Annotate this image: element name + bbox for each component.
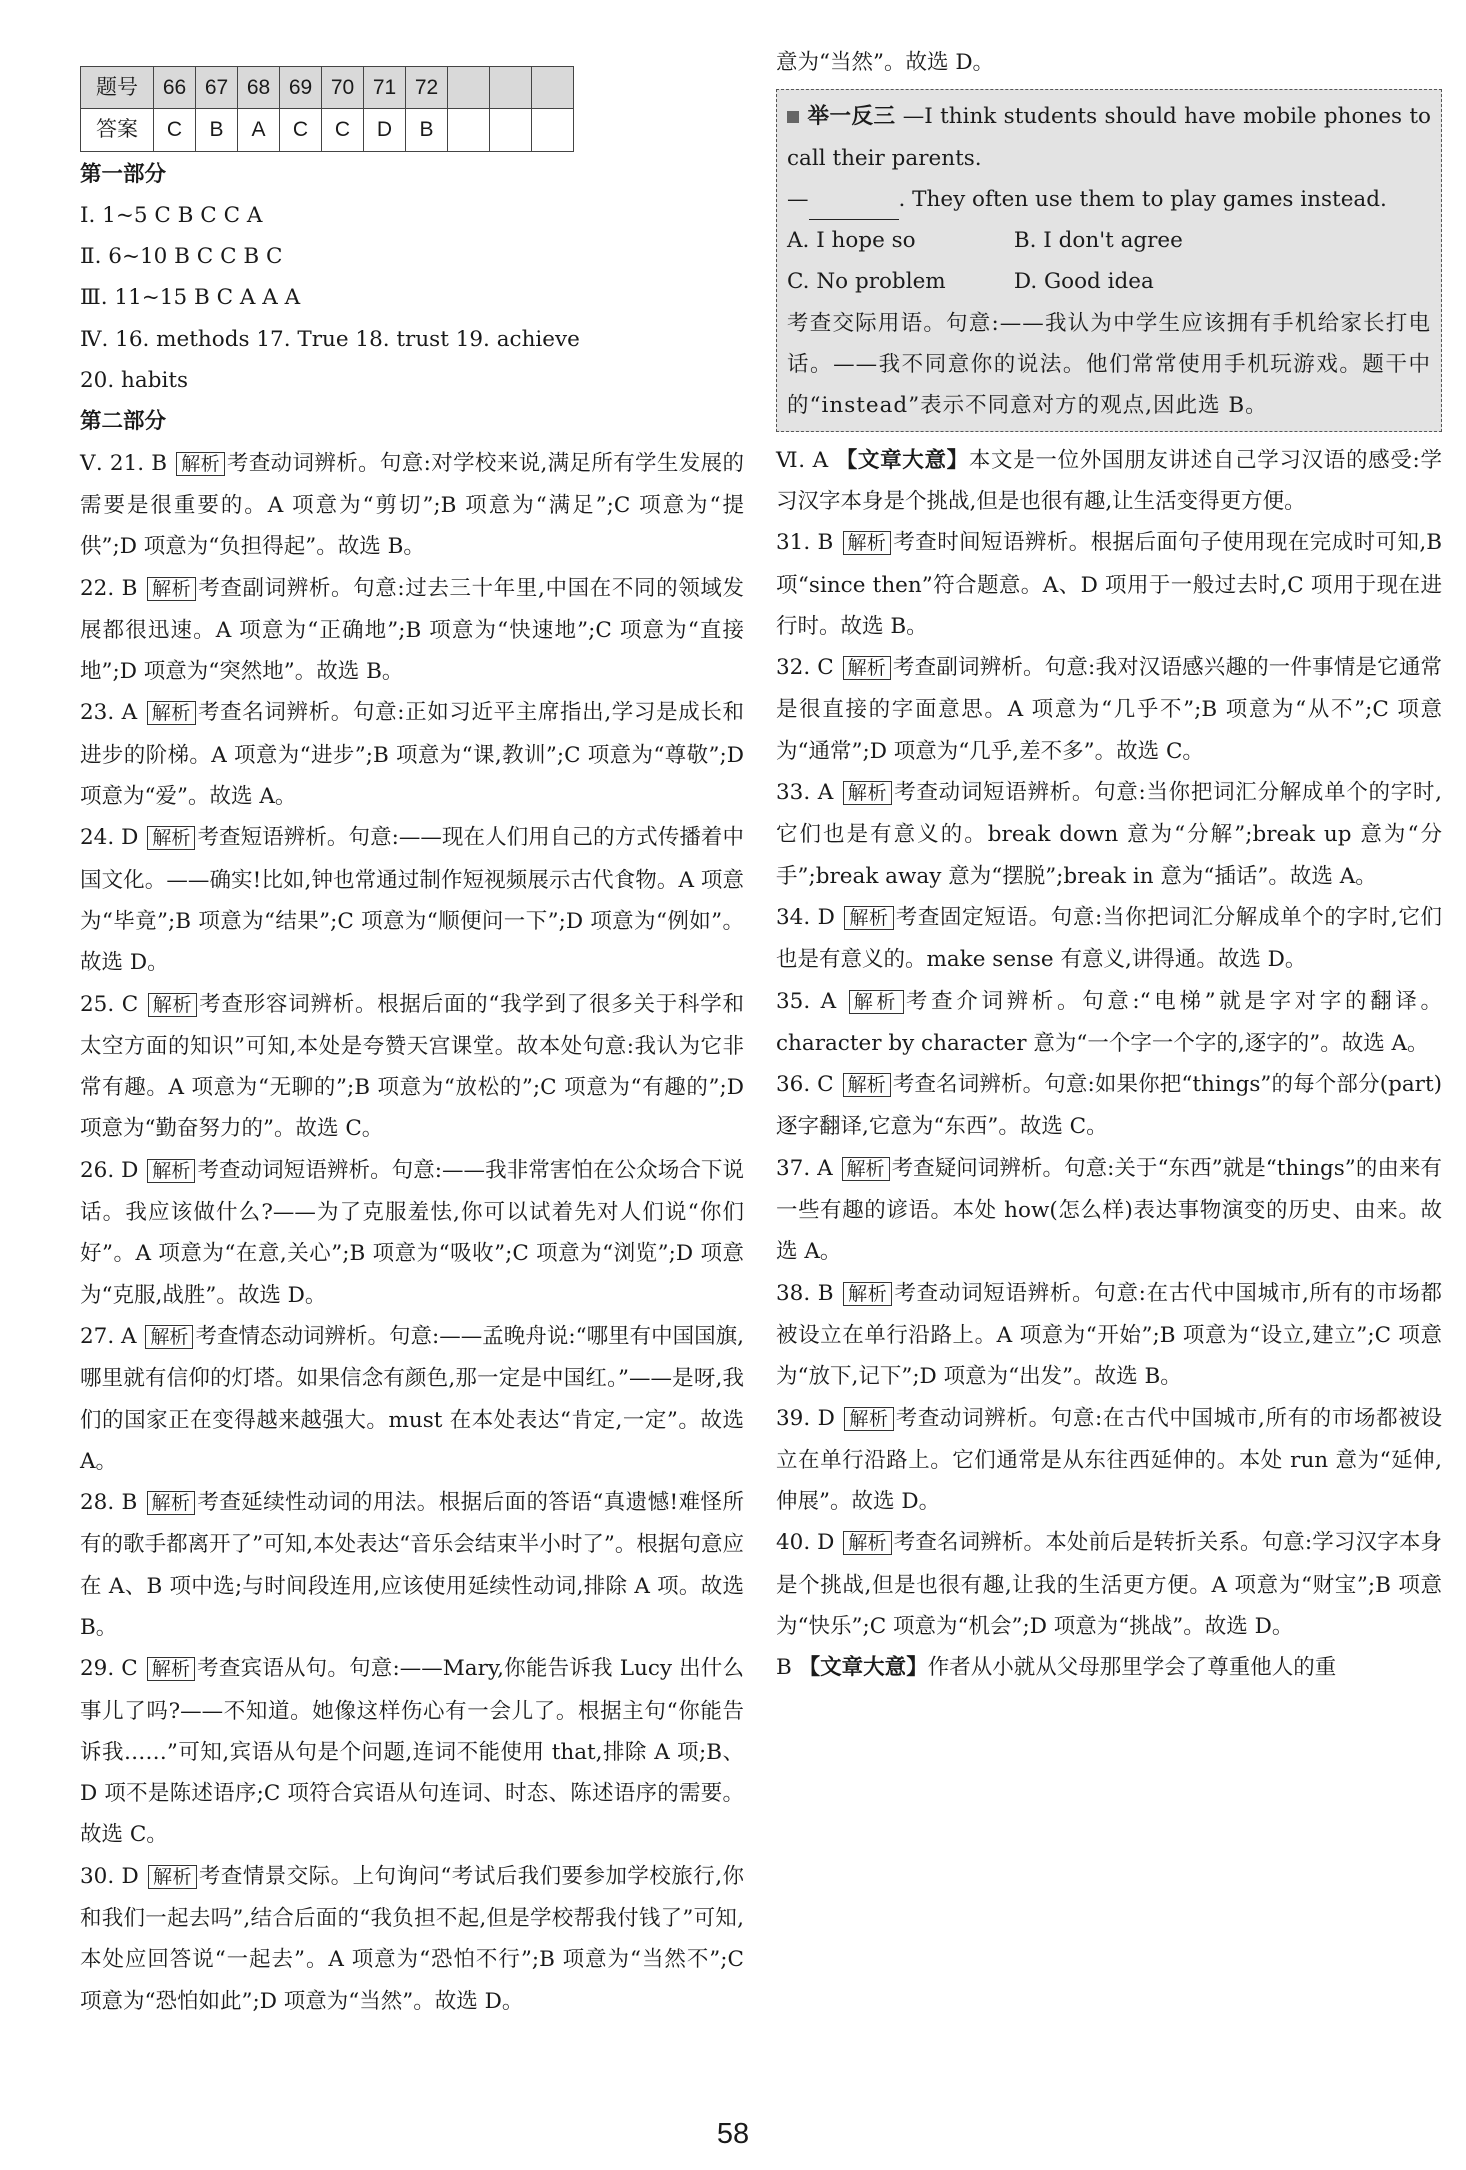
- table-cell: C: [322, 109, 364, 151]
- item-text: 考查介词辨析。句意:“电梯”就是字对字的翻译。character by character 意为“一个字一个字的,逐字的”。故选 A。: [776, 988, 1442, 1056]
- item-text: 考查固定短语。句意:当你把词汇分解成单个的字时,它们也是有意义的。make sense 有意义,讲得通。故选 D。: [776, 904, 1442, 973]
- table-cell: C: [280, 109, 322, 151]
- answer-blank: [809, 197, 899, 220]
- answer-item: [80, 1482, 744, 1648]
- analysis-tag: 解析: [147, 577, 196, 601]
- analysis-tag: 解析: [844, 1407, 893, 1431]
- item-text: 考查短语辨析。句意:——现在人们用自己的方式传播着中国文化。——确实!比如,钟也常通过制作短视频展示古代食物。A 项意为“毕竟”;B 项意为“结果”;C 项意为“顺便问一下”;D 项意为“例如”。故选 D。: [80, 825, 744, 976]
- item-number: 36. C: [776, 1072, 834, 1098]
- item-number: 24. D: [80, 825, 139, 851]
- analysis-tag: 解析: [176, 452, 225, 476]
- item-number: 29. C: [80, 1656, 138, 1682]
- table-cell: [448, 109, 490, 151]
- part1-line: Ⅳ. 16. methods 17. True 18. trust 19. achieve: [80, 326, 580, 352]
- answer-item: [776, 897, 1442, 981]
- answer-item: [776, 647, 1442, 772]
- part1-line: Ⅰ. 1~5 C B C C A: [80, 202, 263, 228]
- page-number: 58: [716, 2118, 750, 2150]
- answer-item: [80, 817, 744, 983]
- answer-item: [80, 1856, 744, 2022]
- analysis-tag: 解析: [148, 1865, 197, 1889]
- table-cell: [490, 67, 532, 109]
- answer-table: [80, 66, 574, 152]
- item-number: 35. A: [776, 988, 837, 1014]
- table-cell: [448, 67, 490, 109]
- part1-line: Ⅲ. 11~15 B C A A A: [80, 285, 301, 311]
- item-text: 考查名词辨析。句意:如果你把“things”的每个部分(part)逐字翻译,它意为“东西”。故选 C。: [776, 1072, 1442, 1140]
- practice-question-line1: —I think students should have mobile phones to call their parents.: [787, 104, 1431, 171]
- option-c: C. No problem: [787, 269, 946, 295]
- item-number: 31. B: [776, 530, 834, 556]
- table-cell: B: [406, 109, 448, 151]
- practice-box-title: 举一反三: [807, 104, 896, 130]
- analysis-tag: 解析: [843, 781, 892, 805]
- analysis-tag: 解析: [843, 1073, 891, 1097]
- item-text: 考查副词辨析。句意:我对汉语感兴趣的一件事情是它通常是很直接的字面意思。A 项意为“几乎不”;B 项意为“从不”;C 项意为“通常”;D 项意为“几乎,差不多”。故选 C。: [776, 655, 1442, 764]
- item-number: 27. A: [80, 1323, 137, 1349]
- item-text: 考查时间短语辨析。根据后面句子使用现在完成时可知,B 项“since then”符合题意。A、D 项用于一般过去时,C 项用于现在进行时。故选 B。: [776, 530, 1443, 639]
- item-number: 33. A: [776, 780, 834, 806]
- option-a: A. I hope so: [787, 228, 916, 254]
- item-number: 39. D: [776, 1405, 835, 1431]
- answer-item: [80, 443, 744, 568]
- item-text: 作者从小就从父母那里学会了尊重他人的重: [927, 1655, 1337, 1681]
- answer-item: [776, 1273, 1442, 1398]
- item-text: 考查延续性动词的用法。根据后面的答语“真遗憾!难怪所有的歌手都离开了”可知,本处表达“音乐会结束半小时了”。根据句意应在 A、B 项中选;与时间段连用,应该使用延续性动词,排除 A 项。故选 B。: [80, 1490, 744, 1640]
- answer-item: [776, 1522, 1442, 1647]
- answer-item: [776, 1398, 1442, 1523]
- table-cell: [532, 109, 574, 151]
- item-text: 考查形容词辨析。根据后面的“我学到了很多关于科学和太空方面的知识”可知,本处是夸赞天宫课堂。故本处句意:我认为它非常有趣。A 项意为“无聊的”;B 项意为“放松的”;C 项意为“有趣的”;D 项意为“勤奋努力的”。故选 C。: [80, 991, 744, 1142]
- answer-item: [80, 568, 744, 693]
- option-b: B. I don't agree: [1013, 228, 1183, 254]
- table-cell: A: [238, 109, 280, 151]
- answer-item: [80, 1316, 744, 1482]
- table-cell: 66: [154, 67, 196, 109]
- practice-explanation: 考查交际用语。句意:——我认为中学生应该拥有手机给家长打电话。——我不同意你的说法。他们常常使用手机玩游戏。题干中的“instead”表示不同意对方的观点,因此选 B。: [787, 310, 1431, 419]
- item-number: 38. B: [776, 1280, 834, 1306]
- right-items: [776, 522, 1442, 1647]
- answer-label: 答案: [81, 109, 154, 151]
- item-text: 考查动词辨析。句意:在古代中国城市,所有的市场都被设立在单行沿路上。它们通常是从东往西延伸的。本处 run 意为“延伸,伸展”。故选 D。: [776, 1405, 1442, 1515]
- item-number: 22. B: [80, 575, 138, 601]
- analysis-tag: 解析: [147, 1159, 195, 1183]
- final-summary: B 【文章大意】作者从小就从父母那里学会了尊重他人的重: [776, 1655, 1337, 1681]
- analysis-tag: 解析: [147, 1657, 195, 1681]
- analysis-tag: 解析: [147, 826, 195, 850]
- table-cell: [532, 67, 574, 109]
- left-items: [80, 443, 744, 2022]
- item-number: 28. B: [80, 1490, 138, 1516]
- item-text: 考查疑问词辨析。句意:关于“东西”就是“things”的由来有一些有趣的谚语。本处 how(怎么样)表达事物演变的历史、由来。故选 A。: [776, 1155, 1442, 1265]
- item-number: Ⅵ. A: [776, 447, 829, 473]
- item-text: 考查动词短语辨析。句意:——我非常害怕在公众场合下说话。我应该做什么?——为了克服羞怯,你可以试着先对人们说“你们好”。A 项意为“在意,关心”;B 项意为“吸收”;C 项意为“浏览”;D 项意为“克服,战胜”。故选 D。: [80, 1157, 744, 1308]
- table-cell: 72: [406, 67, 448, 109]
- item-text: 考查名词辨析。本处前后是转折关系。句意:学习汉字本身是个挑战,但是也很有趣,让我的生活更方便。A 项意为“财宝”;B 项意为“快乐”;C 项意为“机会”;D 项意为“挑战”。故选 D。: [776, 1530, 1443, 1639]
- item-text: 考查情态动词辨析。句意:——孟晚舟说:“哪里有中国国旗,哪里就有信仰的灯塔。如果信念有颜色,那一定是中国红。”——是呀,我们的国家正在变得越来越强大。must 在本处表达“肯定,一定”。故选 A。: [80, 1323, 744, 1474]
- item-text: 考查名词辨析。句意:正如习近平主席指出,学习是成长和进步的阶梯。A 项意为“进步”;B 项意为“课,教训”;C 项意为“尊敬”;D 项意为“爱”。故选 A。: [80, 700, 744, 810]
- analysis-tag: 解析: [842, 1157, 890, 1181]
- item-number: 30. D: [80, 1863, 139, 1889]
- right-column: [776, 0, 1442, 1689]
- answer-table-header-row: [81, 67, 574, 109]
- item-number: 40. D: [776, 1530, 835, 1556]
- table-cell: 69: [280, 67, 322, 109]
- answer-item: [776, 772, 1442, 897]
- answer-item: [80, 692, 744, 817]
- table-cell: C: [154, 109, 196, 151]
- analysis-tag: 解析: [843, 1531, 891, 1555]
- practice-box: 举一反三 —I think students should have mobile phones to call their parents. — . They often use them to play games instead. A. I hope so B. I don't agree C. No problem D. Good idea 考查交际用语。句意:——我认为中学生应该拥有手机给家长打电话。——我不同意你的说法。他们常常使用手机玩游戏。题干中的“instead”表示不同意对方的观点,因此选 B。: [776, 89, 1442, 431]
- answer-item: [80, 984, 744, 1150]
- item-number: B: [776, 1655, 792, 1681]
- answer-item: [776, 981, 1442, 1065]
- part1-line: Ⅱ. 6~10 B C C B C: [80, 244, 283, 270]
- analysis-tag: 解析: [147, 701, 196, 725]
- item-number: 32. C: [776, 655, 834, 681]
- answer-item: [776, 1064, 1442, 1148]
- item-number: 37. A: [776, 1155, 833, 1181]
- part1-line: 20. habits: [80, 368, 189, 394]
- item-number: 23. A: [80, 700, 138, 726]
- analysis-tag: 解析: [844, 906, 893, 930]
- analysis-tag: 解析: [849, 990, 904, 1014]
- part1-title: 第一部分: [80, 161, 167, 187]
- table-cell: D: [364, 109, 406, 151]
- analysis-tag: 解析: [843, 531, 892, 555]
- square-bullet-icon: [787, 111, 799, 123]
- table-cell: 70: [322, 67, 364, 109]
- section6-summary: Ⅵ. A 【文章大意】本文是一位外国朋友讲述自己学习汉语的感受:学习汉字本身是个挑战,但是也很有趣,让生活变得更方便。: [776, 447, 1442, 514]
- table-cell: 67: [196, 67, 238, 109]
- item-number: 26. D: [80, 1157, 139, 1183]
- item-text: 本文是一位外国朋友讲述自己学习汉语的感受:学习汉字本身是个挑战,但是也很有趣,让生活变得更方便。: [776, 447, 1442, 514]
- table-cell: 71: [364, 67, 406, 109]
- item-text: 考查情景交际。上句询问“考试后我们要参加学校旅行,你和我们一起去吗”,结合后面的“我负担不起,但是学校帮我付钱了”可知,本处应回答说“一起去”。A 项意为“恐怕不行”;B 项意为“当然不”;C 项意为“恐怕如此”;D 项意为“当然”。故选 D。: [80, 1863, 744, 2014]
- analysis-tag: 解析: [843, 1282, 892, 1306]
- number-label: 题号: [81, 67, 154, 109]
- table-cell: [490, 109, 532, 151]
- item-text: 考查动词辨析。句意:对学校来说,满足所有学生发展的需要是很重要的。A 项意为“剪切”;B 项意为“满足”;C 项意为“提供”;D 项意为“负担得起”。故选 B。: [80, 450, 744, 560]
- analysis-tag: 解析: [843, 656, 891, 680]
- item-text: 考查宾语从句。句意:——Mary,你能告诉我 Lucy 出什么事儿了吗?——不知道。她像这样伤心有一会儿了。根据主句“你能告诉我……”可知,宾语从句是个问题,连词不能使用 that,排除 A 项;B、D 项不是陈述语序;C 项符合宾语从句连词、时态、陈述语序的需要。故选 C。: [80, 1656, 744, 1848]
- summary-tag: 文章大意: [820, 1655, 907, 1681]
- answer-item: [776, 1148, 1442, 1273]
- left-column: [80, 0, 744, 2022]
- part2-title: 第二部分: [80, 409, 167, 435]
- item-number: 34. D: [776, 904, 835, 930]
- item-text: 考查动词短语辨析。句意:在古代中国城市,所有的市场都被设立在单行沿路上。A 项意为“开始”;B 项意为“设立,建立”;C 项意为“放下,记下”;D 项意为“出发”。故选 B。: [776, 1280, 1442, 1390]
- item-text: 考查副词辨析。句意:过去三十年里,中国在不同的领域发展都很迅速。A 项意为“正确地”;B 项意为“快速地”;C 项意为“直接地”;D 项意为“突然地”。故选 B。: [80, 575, 744, 685]
- table-cell: 68: [238, 67, 280, 109]
- carry-over-text: 意为“当然”。故选 D。: [776, 50, 995, 75]
- item-text: 考查动词短语辨析。句意:当你把词汇分解成单个的字时,它们也是有意义的。break down 意为“分解”;break up 意为“分手”;break away 意为“摆脱”;break in 意为“插话”。故选 A。: [776, 780, 1442, 889]
- practice-question-line2: . They often use them to play games instead.: [898, 186, 1387, 212]
- item-number: 25. C: [80, 991, 139, 1017]
- answer-item: [776, 522, 1442, 647]
- answer-item: [80, 1648, 744, 1855]
- table-cell: B: [196, 109, 238, 151]
- answer-table-answer-row: [81, 109, 574, 151]
- answer-item: [80, 1150, 744, 1316]
- option-d: D. Good idea: [1013, 269, 1154, 295]
- analysis-tag: 解析: [147, 1491, 196, 1515]
- item-number: Ⅴ. 21. B: [80, 450, 168, 476]
- summary-tag: 文章大意: [857, 447, 947, 473]
- analysis-tag: 解析: [145, 1325, 193, 1349]
- analysis-tag: 解析: [148, 993, 197, 1017]
